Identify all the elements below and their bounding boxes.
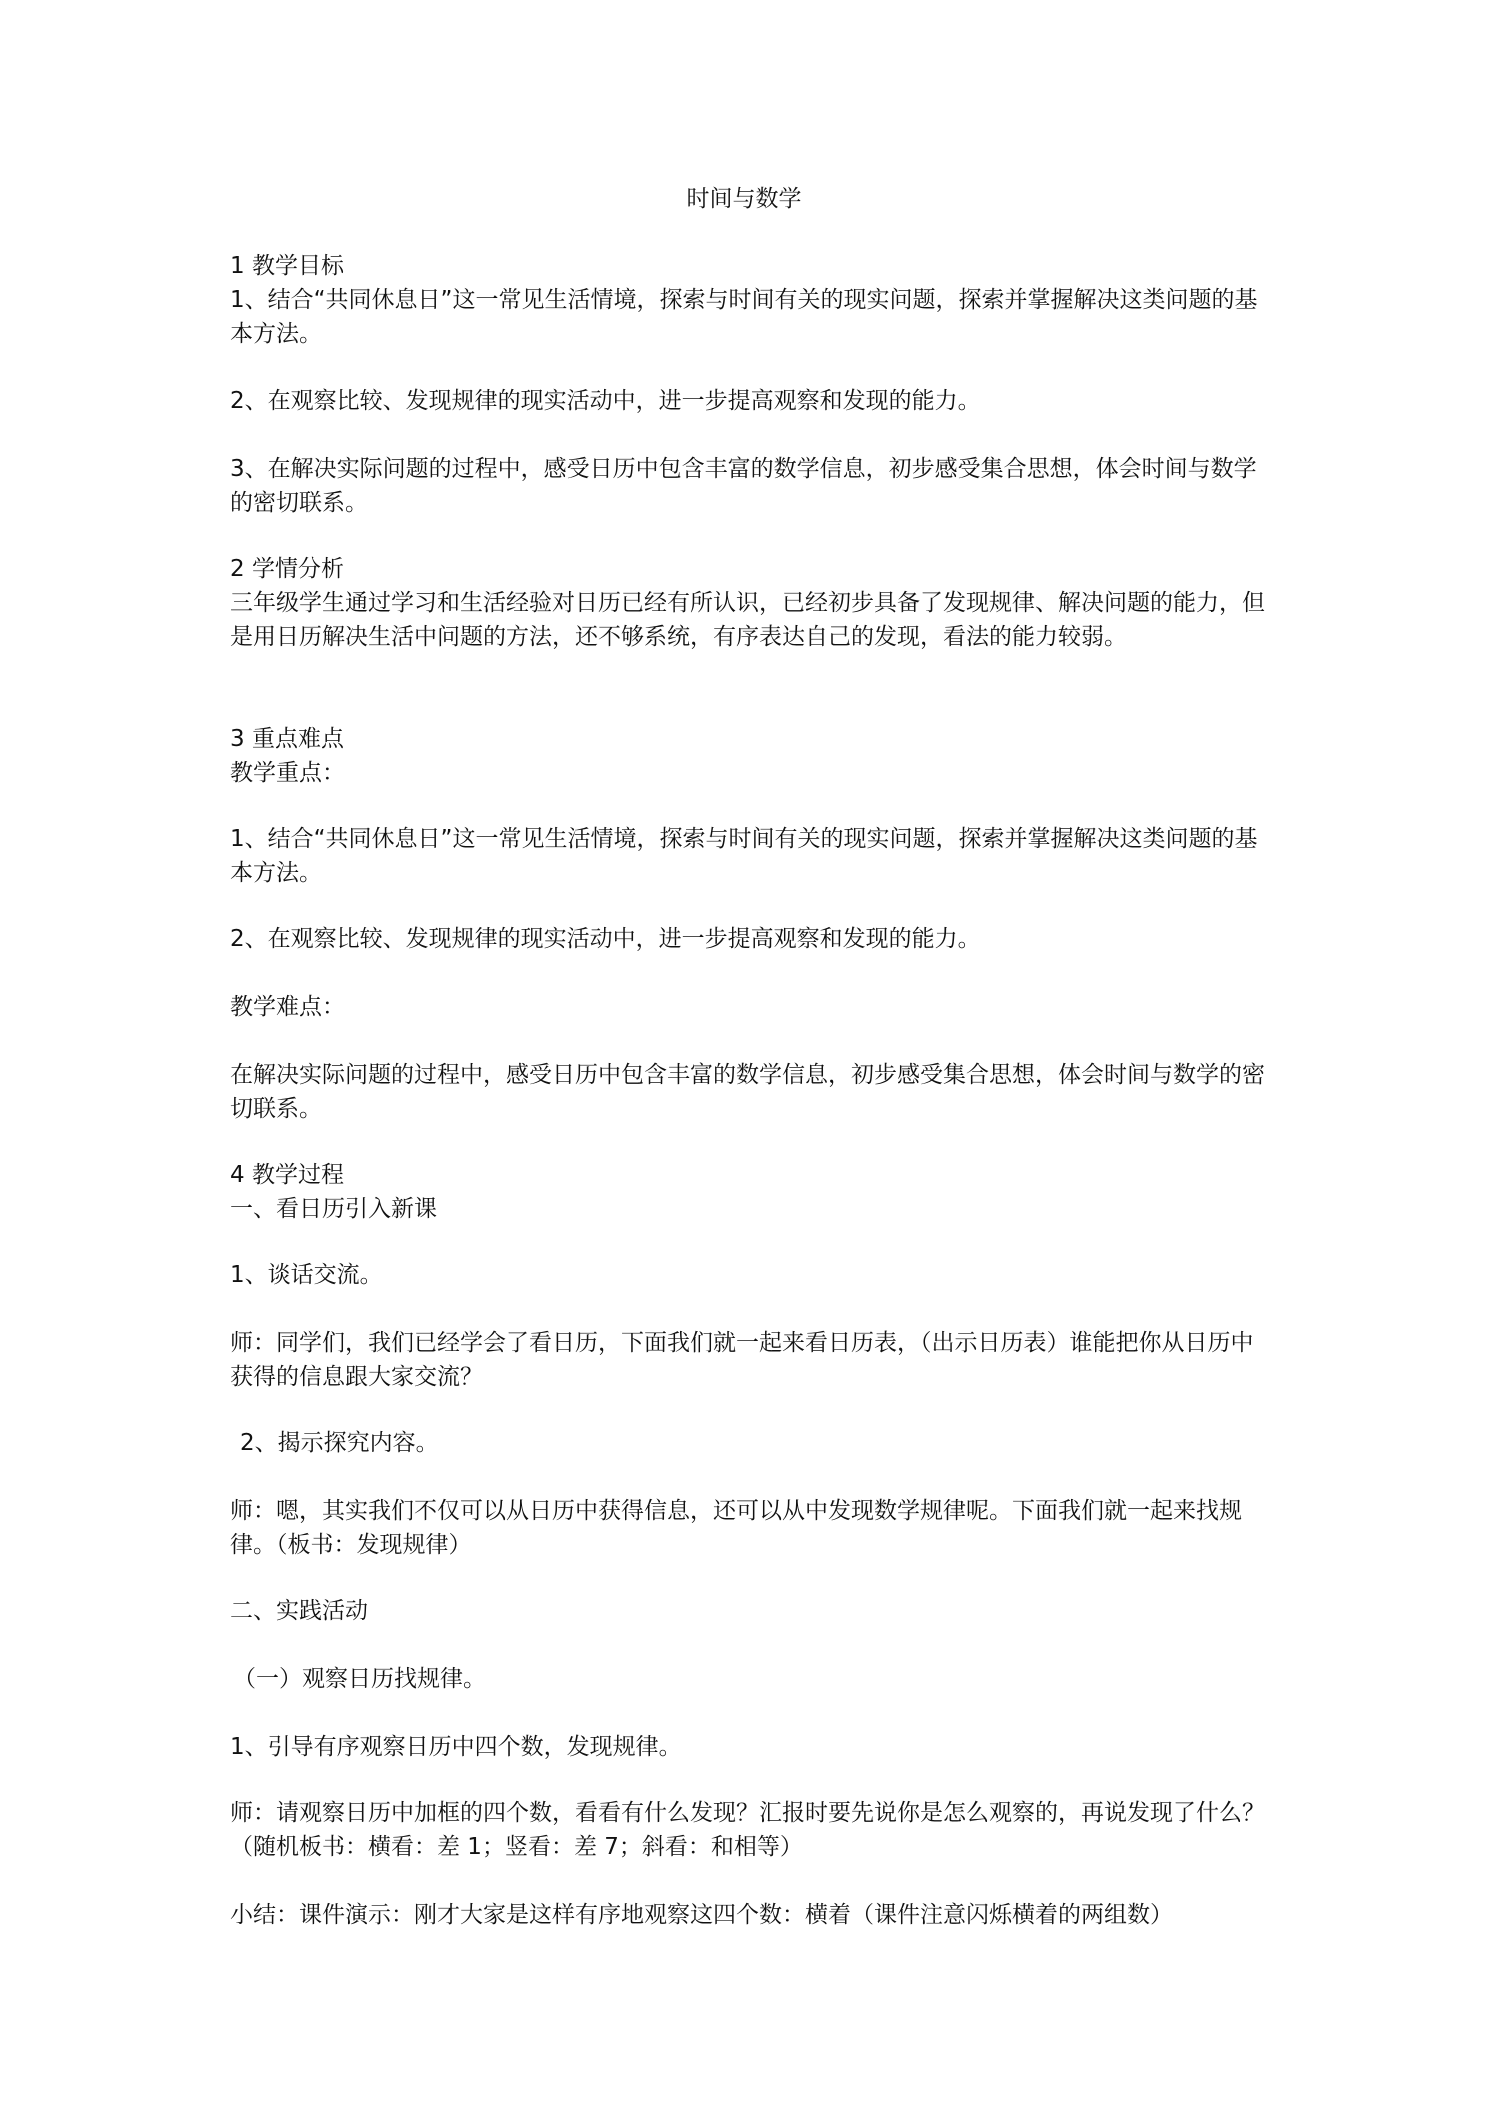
paragraph: 1、谈话交流。	[230, 1262, 383, 1288]
paragraph: 师：请观察日历中加框的四个数，看看有什么发现？汇报时要先说你是怎么观察的，再说发现了什么？（随机板书：横看：差 1；竖看：差 7；斜看：和相等）	[230, 1800, 1265, 1860]
paragraph: 在解决实际问题的过程中，感受日历中包含丰富的数学信息，初步感受集合思想，体会时间与数学的密切联系。	[230, 1062, 1265, 1122]
paragraph: 三年级学生通过学习和生活经验对日历已经有所认识，已经初步具备了发现规律、解决问题的能力，但是用日历解决生活中问题的方法，还不够系统，有序表达自己的发现，看法的能力较弱。	[230, 590, 1265, 650]
section-heading-objectives: 1 教学目标	[230, 253, 344, 279]
section-heading-analysis: 2 学情分析	[230, 556, 344, 582]
subheading: 一、看日历引入新课	[230, 1196, 437, 1222]
document-title: 时间与数学	[686, 186, 802, 212]
paragraph: 1、引导有序观察日历中四个数，发现规律。	[230, 1734, 682, 1760]
paragraph: 1、结合“共同休息日”这一常见生活情境，探索与时间有关的现实问题，探索并掌握解决这类问题的基本方法。	[230, 287, 1258, 347]
subheading: 教学重点：	[230, 760, 345, 786]
paragraph: 2、在观察比较、发现规律的现实活动中，进一步提高观察和发现的能力。	[230, 926, 981, 952]
section-heading-key-points: 3 重点难点	[230, 726, 344, 752]
paragraph: 3、在解决实际问题的过程中，感受日历中包含丰富的数学信息，初步感受集合思想，体会时间与数学的密切联系。	[230, 456, 1257, 516]
paragraph: 1、结合“共同休息日”这一常见生活情境，探索与时间有关的现实问题，探索并掌握解决这类问题的基本方法。	[230, 826, 1258, 886]
paragraph: 2、揭示探究内容。	[240, 1430, 439, 1456]
subheading: 教学难点：	[230, 994, 345, 1020]
paragraph: 师：嗯，其实我们不仅可以从日历中获得信息，还可以从中发现数学规律呢。下面我们就一起来找规律。（板书：发现规律）	[230, 1498, 1242, 1558]
subheading: 二、实践活动	[230, 1598, 368, 1624]
paragraph: 小结：课件演示：刚才大家是这样有序地观察这四个数：横着（课件注意闪烁横着的两组数）	[230, 1902, 1173, 1928]
subheading: （一）观察日历找规律。	[233, 1666, 486, 1692]
paragraph: 师：同学们，我们已经学会了看日历，下面我们就一起来看日历表，（出示日历表）谁能把你从日历中获得的信息跟大家交流？	[230, 1330, 1254, 1390]
section-heading-process: 4 教学过程	[230, 1162, 344, 1188]
paragraph: 2、在观察比较、发现规律的现实活动中，进一步提高观察和发现的能力。	[230, 388, 981, 414]
